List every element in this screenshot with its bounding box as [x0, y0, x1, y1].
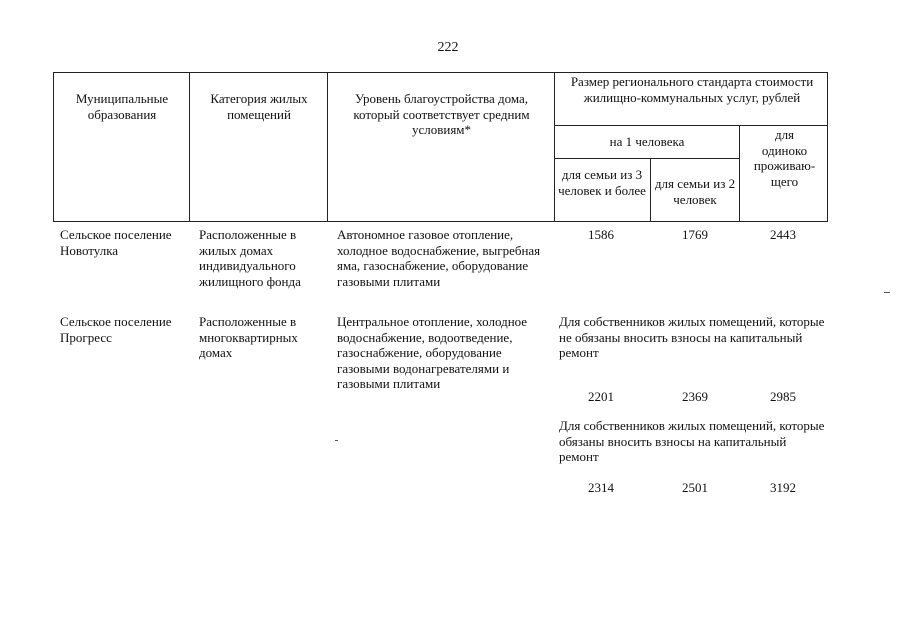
- row1-family3-value: 1586: [588, 227, 614, 242]
- column-divider: [650, 158, 651, 221]
- row2-group1-single-value: 2985: [770, 389, 796, 404]
- header-standard-title: Размер регионального стандарта стоимости жилищно-коммунальных услуг, рублей: [570, 74, 814, 105]
- row2-group2-family2-value: 2501: [682, 480, 708, 495]
- header-family-3: для семьи из 3 человек и более: [558, 167, 646, 198]
- header-per-person: на 1 человека: [609, 134, 685, 149]
- column-divider: [739, 125, 740, 221]
- row-divider: [554, 158, 739, 159]
- row2-level: Центральное отопление, холодное водоснабжение, водоотведение, газоснабжение, оборудование газовыми водонагревателями и газовыми плитами: [337, 314, 528, 391]
- header-single-line: щего: [770, 173, 799, 189]
- row1-single-value: 2443: [770, 227, 796, 242]
- column-divider: [327, 73, 328, 221]
- column-divider: [554, 73, 555, 221]
- row1-family2-value: 1769: [682, 227, 708, 242]
- row2-group1-family2-value: 2369: [682, 389, 708, 404]
- page-number: 222: [437, 40, 459, 55]
- header-municipality: Муниципальные образования: [75, 91, 169, 122]
- row2-group1-family3-value: 2201: [588, 389, 614, 404]
- row2-municipality: Сельское поселение Прогресс: [60, 314, 172, 345]
- column-divider: [189, 73, 190, 221]
- header-single: [742, 127, 827, 189]
- row1-category: Расположенные в жилых домах индивидуального жилищного фонда: [199, 227, 301, 289]
- table-header: [53, 72, 828, 222]
- row1-municipality: Сельское поселение Новотулка: [60, 227, 172, 258]
- header-level: Уровень благоустройства дома, который соответствует средним условиям*: [353, 91, 530, 137]
- header-family-2: для семьи из 2 человек: [654, 176, 736, 207]
- row1-level: Автономное газовое отопление, холодное водоснабжение, выгребная яма, газоснабжение, оборудование газовыми плитами: [337, 227, 541, 289]
- row2-group2-family3-value: 2314: [588, 480, 614, 495]
- row2-note-capital-repair: Для собственников жилых помещений, которые обязаны вносить взносы на капитальный ремонт: [559, 418, 825, 464]
- row2-note-no-capital-repair: Для собственников жилых помещений, которые не обязаны вносить взносы на капитальный ремонт: [559, 314, 825, 360]
- row-divider: [554, 125, 827, 126]
- row2-group2-single-value: 3192: [770, 480, 796, 495]
- header-category: Категория жилых помещений: [210, 91, 308, 122]
- header-single-line: для: [774, 127, 795, 142]
- header-single-line: одиноко: [761, 142, 808, 158]
- header-single-line: проживаю-: [753, 158, 816, 173]
- scan-speck: [884, 292, 890, 293]
- row2-category: Расположенные в многоквартирных домах: [199, 314, 298, 360]
- scan-speck: [335, 440, 338, 441]
